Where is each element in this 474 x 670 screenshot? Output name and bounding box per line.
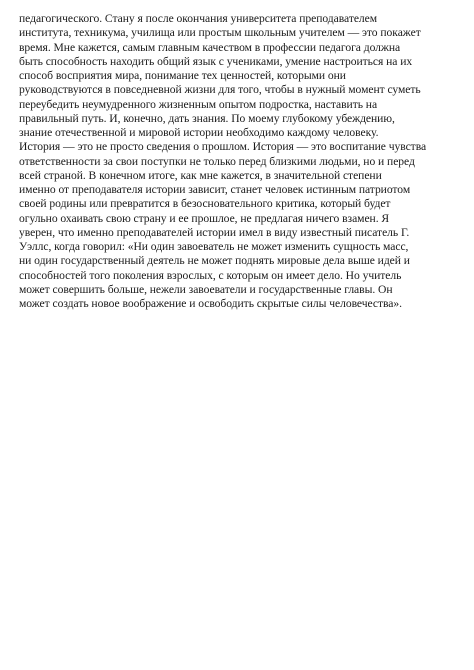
text-line: педагогического. Стану я после окончания университета преподавателем <box>19 12 378 25</box>
text-line: института, техникума, училища или простым школьным учителем — это покажет <box>19 26 421 40</box>
text-line: способностей того поколения взрослых, с которым он имеет дело. Но учитель <box>19 268 402 282</box>
text-line: своей родины или превратится в безосновательного критика, который будет <box>19 197 391 211</box>
text-line: знание отечественной и мировой истории необходимо каждому человеку. <box>19 126 379 139</box>
text-line: уверен, что именно преподавателей истории имел в виду известный писатель Г. <box>19 225 410 239</box>
body-text <box>19 12 459 311</box>
text-line: может создать новое воображение и освободить скрытые силы человечества». <box>19 297 402 310</box>
text-line: Уэллс, когда говорил: «Ни один завоеватель не может изменить сущность масс, <box>19 240 409 253</box>
text-line: переубедить неумудренного жизненным опытом подростка, наставить на <box>19 97 378 111</box>
text-line: именно от преподавателя истории зависит, станет человек истинным патриотом <box>19 183 411 196</box>
text-line: способ восприятия мира, понимание тех ценностей, которыми они <box>19 69 346 82</box>
text-line: быть способность находить общий язык с учениками, умение настроиться на их <box>19 54 413 68</box>
text-line: История — это не просто сведения о прошлом. История — это воспитание чувства <box>19 140 427 154</box>
text-line: ни один государственный деятель не может поднять мировые дела выше идей и <box>19 254 410 268</box>
text-line: руководствуются в повседневной жизни для того, чтобы в нужный момент суметь <box>19 83 421 97</box>
text-line: ответственности за свои поступки не только перед близкими людьми, но и перед <box>19 154 415 168</box>
text-line: огульно охаивать свою страну и ее прошлое, не предлагая ничего взамен. Я <box>19 211 390 225</box>
text-line: правильный путь. И, конечно, дать знания. По моему глубокому убеждению, <box>19 111 395 125</box>
text-line: время. Мне кажется, самым главным качеством в профессии педагога должна <box>19 40 401 54</box>
text-line: может совершить больше, нежели завоеватели и государственные главы. Он <box>19 282 393 296</box>
text-line: всей страной. В конечном итоге, как мне кажется, в значительной степени <box>19 168 382 182</box>
